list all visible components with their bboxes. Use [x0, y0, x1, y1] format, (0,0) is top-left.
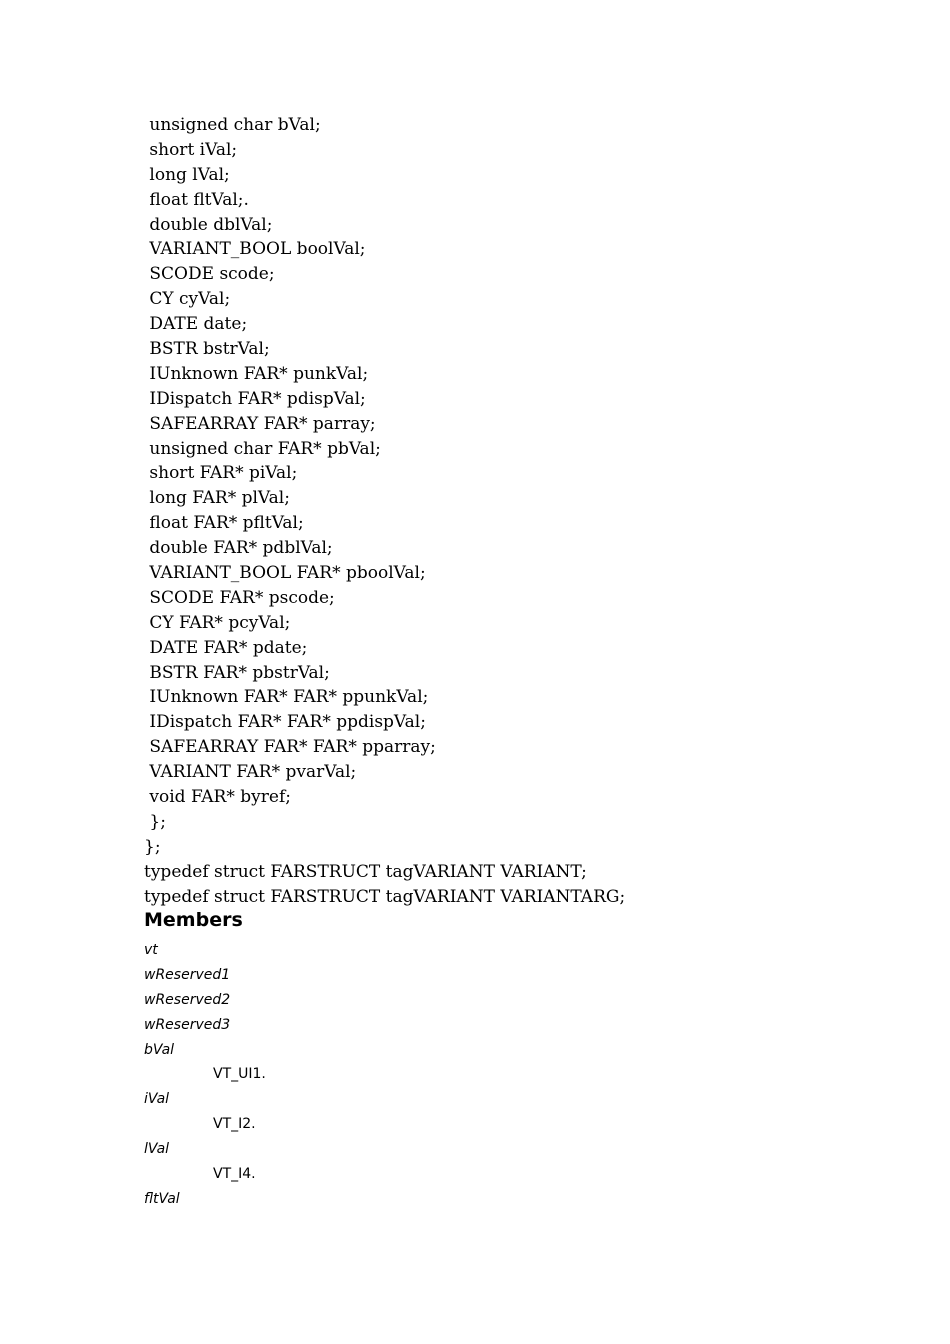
code-line: unsigned char FAR* pbVal;	[144, 438, 381, 459]
members-list	[144, 938, 266, 1212]
code-line: long lVal;	[144, 164, 230, 185]
code-line: short FAR* piVal;	[144, 463, 298, 484]
code-line: };	[144, 811, 166, 832]
code-line: typedef struct FARSTRUCT tagVARIANT VARIANT;	[144, 861, 587, 882]
code-line: CY FAR* pcyVal;	[144, 612, 291, 633]
code-line: float FAR* pfltVal;	[144, 513, 304, 534]
code-line: VARIANT_BOOL FAR* pboolVal;	[144, 563, 426, 584]
code-line: SAFEARRAY FAR* parray;	[144, 413, 376, 434]
code-line: IDispatch FAR* FAR* ppdispVal;	[144, 712, 426, 733]
code-line: SCODE FAR* pscode;	[144, 587, 335, 608]
code-line: float fltVal;.	[144, 189, 249, 210]
member-name: fltVal	[144, 1190, 180, 1207]
code-line: long FAR* plVal;	[144, 488, 290, 509]
code-line: double dblVal;	[144, 214, 273, 235]
member-name: lVal	[144, 1141, 170, 1158]
member-name: wReserved2	[144, 991, 231, 1008]
code-line: DATE FAR* pdate;	[144, 637, 308, 658]
code-line: short iVal;	[144, 139, 238, 160]
code-line: CY cyVal;	[144, 289, 231, 310]
code-line: unsigned char bVal;	[144, 115, 321, 135]
code-line: VARIANT_BOOL boolVal;	[144, 239, 366, 260]
code-line: IDispatch FAR* pdispVal;	[144, 388, 366, 409]
code-line: BSTR FAR* pbstrVal;	[144, 662, 330, 683]
member-description: VT_I4.	[213, 1166, 256, 1183]
member-name: bVal	[144, 1041, 175, 1058]
code-line: SCODE scode;	[144, 264, 275, 285]
member-name: vt	[144, 942, 158, 958]
code-line: VARIANT FAR* pvarVal;	[144, 762, 357, 783]
member-name: wReserved1	[144, 966, 231, 983]
code-line: };	[144, 836, 161, 857]
code-line: IUnknown FAR* punkVal;	[144, 363, 369, 384]
member-description: VT_I2.	[213, 1116, 256, 1133]
member-name: wReserved3	[144, 1016, 231, 1033]
code-line: typedef struct FARSTRUCT tagVARIANT VARIANTARG;	[144, 886, 626, 907]
member-description: VT_UI1.	[213, 1066, 266, 1083]
code-line: IUnknown FAR* FAR* ppunkVal;	[144, 687, 429, 708]
member-name: iVal	[144, 1091, 170, 1108]
members-heading: Members	[144, 909, 243, 931]
code-line: BSTR bstrVal;	[144, 339, 270, 360]
code-line: double FAR* pdblVal;	[144, 538, 333, 559]
code-line: SAFEARRAY FAR* FAR* pparray;	[144, 737, 436, 758]
code-line: void FAR* byref;	[144, 787, 291, 808]
code-listing	[144, 113, 625, 910]
code-line: DATE date;	[144, 314, 248, 335]
